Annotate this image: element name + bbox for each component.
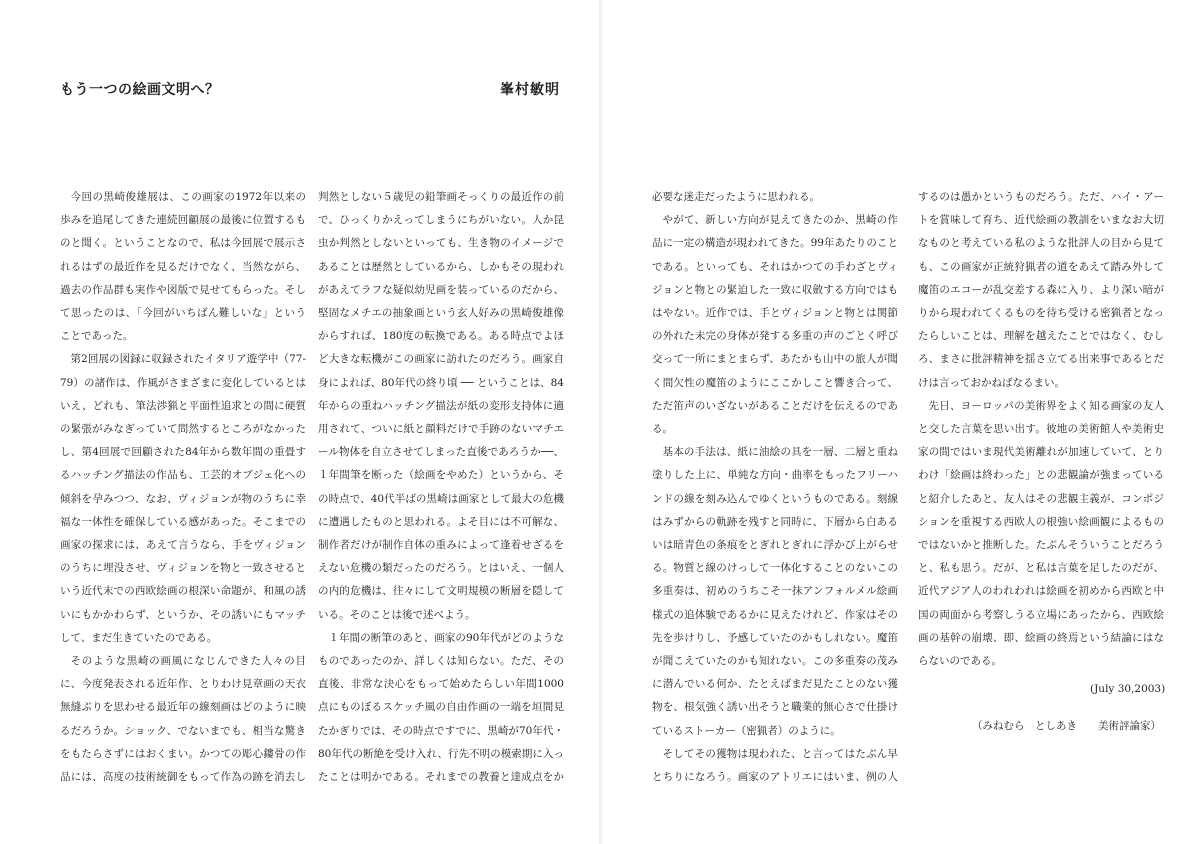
- article-title: もう一つの絵画文明へ？: [60, 82, 220, 98]
- paragraph: そのような黒崎の画風になじんできた人々の目に、今度発表される近年作、とりわけ見章画の天衣無縫ぶりを思わせる最近年の線刻画はどのように映るだろうか。ショック、でないまでも、相当な驚きをもたらさずにはおくまい。かつての彫心鏤骨の作品には、高度の技術統御をもって作為の跡を消去し: [60, 655, 306, 784]
- text-column-3: [652, 186, 898, 786]
- text-column-4: [918, 186, 1164, 676]
- paragraph: 今回の黒崎俊雄展は、この画家の1972年以来の歩みを追尾してきた連続回顧展の最後に位置するものと聞く。ということなので、私は今回展で展示されるはずの最近作を見るだけでなく、当然ながら、過去の作品群も実作や図版で見せてもらった。そして思ったのは、「今回がいちばん難しいな」ということであった。: [60, 191, 306, 343]
- paragraph: [918, 673, 1164, 676]
- paragraph: 基本の手法は、紙に油絵の具を一層、二層と重ね塗りした上に、単純な方向・曲率をもったフリーハンドの線を刻み込んでゆくというものである。刻線はみずからの軌跡を残すと同時に、下層から白あるいは暗青色の条痕をとぎれとぎれに浮かび上がらせる。物質と線のけっして一体化することのないこの多重奏は、初めのうちこそ一抹アンフォルメル絵画様式の追体験であるかに見えたけれど、作家はその先を歩けりし、予感していたのかもしれない。魔笛が聞こえていたのかも知れない。この多重奏の茂みに潜んでいる何か、たとえばまだ見たことのない獲物を、根気強く誘い出そうと職業的無心さで仕掛けているストーカー（密猟者）のように。: [652, 446, 898, 737]
- paragraph: するのは愚かというものだろう。ただ、ハイ・アートを賞味して育ち、近代絵画の教訓をいまなお大切なものと考えている私のような批評人の目から見ても、この画家が正統狩猟者の道をあえて踏み外して魔笛のエコーが乱交差する森に入り、より深い暗がりから現われてくるものを待ち受ける密猟者となったらしいことは、理解を越えたことではなく、むしろ、まさに批評精神を揺さ立てる出来事であるとだけは言っておかねばなるまい。: [918, 191, 1164, 389]
- text-column-1: [60, 186, 306, 786]
- author-name: 峯村敏明: [500, 82, 560, 98]
- page-fold: [599, 0, 602, 844]
- author-signature: （みねむら としあき 美術評論家）: [972, 720, 1161, 732]
- paragraph: 必要な迷走だったように思われる。: [652, 191, 820, 203]
- paragraph: やがて、新しい方向が見えてきたのか、黒崎の作品に一定の構造が現われてきた。99年あたりのことである。といっても、それはかつての手わざとヴィジョンと物との緊迫した一致に収斂する方向ではもはやない。近作では、手とヴィジョンと物とは関節の外れた未完の身体が発する多重の声のごとく呼び交って一所にまとまらず、あたかも山中の旅人が聞く間欠性の魔笛のようにここかしこと響き合って、ただ笛声のいざないがあることだけを伝えるのである。: [652, 214, 898, 436]
- article-date: (July 30,2003): [1090, 683, 1166, 695]
- paragraph: 判然としない５歳児の鉛筆画そっくりの最近作の前で、ひっくりかえってしまうにちがいない。人か昆虫か判然としないといっても、生き物のイメージであることは歴然としているから、しかもその現われがあえてラフな疑似幼児画を装っているのだから、堅固なメチエの抽象画という玄人好みの黒崎俊雄像からすれば、180度の転換である。ある時点でよほど大きな転機がこの画家に訪れたのだろう。画家自身によれば、80年代の終り頃 ── ということは、84年からの重ねハッチング描法が紙の変形支持体に適用されて、ついに紙と顔料だけで手跡のないマチエール物体を自立させてしまった直後であろうか──、１年間筆を断った（絵画をやめた）というから、その時点で、40代半ばの黒崎は画家として最大の危機に遭遇したものと思われる。よそ目には不可解な、制作者だけが制作自体の重みによって逢着せざるをえない危機の類だったのだろう。とはいえ、一個人の内的危機は、往々にして文明規模の断層を隠している。そのことは後で述べよう。: [318, 191, 564, 621]
- paragraph: 先日、ヨーロッパの美術界をよく知る画家の友人と交した言葉を思い出す。彼地の美術館人や美術史家の間ではいま現代美術離れが加速していて、とりわけ「絵画は終わった」との悲観論が強まっていると紹介したあと、友人はその悲観主義が、コンポジションを重視する西欧人の根強い絵画観によるものではないかと推断した。たぶんそういうことだろうと、私も思う。だが、と私は言葉を足したのだが、近代アジア人のわれわれは絵画を初めから西欧と中国の両面から考察しうる立場にあったから、西欧絵画の基幹の崩壊、即、絵画の終焉という結論にはならないのである。: [918, 399, 1164, 668]
- paragraph: 第2回展の図録に収録されたイタリア遊学中（77-79）の諸作は、作風がさまざまに変化しているとはいえ、どれも、筆法渉猟と平面性追求との間に硬質の緊張がみなぎっていて問然するところがなかったし、第4回展で回顧された84年から数年間の重畳するハッチング描法の作品も、工芸的オブジェ化への傾斜を孕みつつ、なお、ヴィジョンが物のうちに幸福な一体性を確保している感があった。そこまでの画家の探求には、あえて言うなら、手をヴィジョンのうちに埋没させ、ヴィジョンを物と一致させるという近代末での西欧絵画の根深い命題が、和風の誘いにもかかわらず、というか、その誘いにもマッチして、まだ生きていたのである。: [60, 353, 306, 644]
- paragraph: そしてその獲物は現われた、と言ってはたぶん早とちりになろう。画家のアトリエにはいま、例の人: [652, 747, 898, 784]
- text-column-2: [318, 186, 564, 786]
- paragraph: １年間の断筆のあと、画家の90年代がどのようなものであったのか、詳しくは知らない。ただ、その直後、非常な決心をもって始めたらしい年間1000点にものぼるスケッチ風の自由作画の一端を垣間見たかぎりでは、その時点ですでに、黒崎が70年代・80年代の断絶を受け入れ、行先不明の模索期に入ったことは明かである。それまでの教養と達成点をか: [318, 631, 564, 784]
